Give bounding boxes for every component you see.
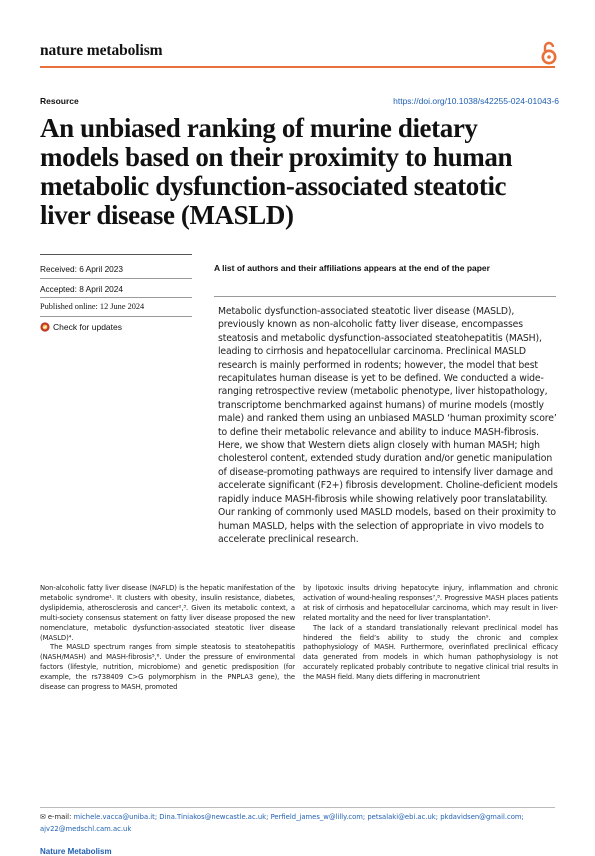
- article-title: An unbiased ranking of murine dietary models based on their proximity to human metabolic dysfunction-associated steatotic liver disease (MASLD): [40, 113, 513, 230]
- received-date: Received: 6 April 2023: [40, 264, 124, 274]
- date-divider: [40, 297, 192, 298]
- journal-header: nature metabolism: [40, 42, 163, 59]
- doi-link[interactable]: https://doi.org/10.1038/s42255-024-01043-6: [393, 96, 559, 106]
- header-rule: [40, 66, 555, 68]
- email-addresses[interactable]: michele.vacca@uniba.it; Dina.Tiniakos@newcastle.ac.uk; Perfield_james_w@lilly.com; petsalaki@ebi.ac.uk; pkdavidsen@gmail.com; ajv22@medschl.cam.ac.uk: [40, 813, 524, 833]
- date-divider: [40, 278, 192, 279]
- published-date: Published online: 12 June 2024: [40, 302, 145, 311]
- mail-icon: ✉: [40, 813, 46, 821]
- body-paragraph: by lipotoxic insults driving hepatocyte injury, inflammation and chronic activation of wound-healing responses⁷,⁸. Progressive MASH places patients at risk of cirrhosis and hepatocellular carcinoma, which may result in liver-related mortality and the need for liver transplantation⁹.: [303, 584, 558, 622]
- footer-journal-name: Nature Metabolism: [40, 847, 112, 856]
- check-for-updates-link[interactable]: [40, 322, 122, 332]
- accepted-date: Accepted: 8 April 2024: [40, 284, 124, 294]
- body-paragraph: The MASLD spectrum ranges from simple steatosis to steatohepatitis (NASH/MASH) and MASH-fibrosis⁵,⁶. Under the pressure of environmental factors (lifestyle, nutrition, microbiome) and genetic predisposition (for example, the rs738409 C>G polymorphism in the PNPLA3 gene), the disease can progress to MASH, promoted: [40, 643, 295, 692]
- email-footnote: [40, 811, 555, 835]
- check-updates-label: Check for updates: [53, 322, 122, 332]
- body-paragraph: The lack of a standard translationally relevant preclinical model has hindered the field’s ability to study the chronic and complex pathophysiology of MASH. Furthermore, overinflated preclinical efficacy data generated from models in which human pathophysiology is not accurately replicated probably contribute to negative clinical trial results in the MASH field. Many diets differing in macronutrient: [303, 623, 558, 682]
- check-updates-icon: [40, 322, 50, 332]
- article-type: Resource: [40, 96, 79, 106]
- authors-note: A list of authors and their affiliations appears at the end of the paper: [214, 263, 490, 273]
- body-paragraph: Non-alcoholic fatty liver disease (NAFLD) is the hepatic manifestation of the metabolic syndrome¹. It clusters with obesity, insulin resistance, diabetes, dyslipidemia, atherosclerosis and cancer²,³. Given its metabolic context, a multi-society consensus statement on fatty liver disease proposed the new nomenclature, metabolic dysfunction-associated steatotic liver disease (MASLD)⁴.: [40, 584, 295, 642]
- abstract: Metabolic dysfunction-associated steatotic liver disease (MASLD), previously known as non-alcoholic fatty liver disease, encompasses steatosis and metabolic dysfunction-associated steatohepatitis (MASH), leading to cirrhosis and hepatocellular carcinoma. Preclinical MASLD research is mainly performed in rodents; however, the model that best recapitulates human disease is yet to be defined. We conducted a wide-ranging retrospective review (metabolic phenotype, liver histopathology, transcriptome benchmarked against humans) of murine models (mostly male) and ranked them using an unbiased MASLD ‘human proximity score’ to define their metabolic relevance and ability to induce MASH-fibrosis. Here, we show that Western diets align closely with human MASH; high cholesterol content, extended study duration and/or genetic manipulation of disease-promoting pathways are required to intensify liver damage and accelerate significant (F2+) fibrosis development. Choline-deficient models rapidly induce MASH-fibrosis while showing relatively poor translatability. Our ranking of commonly used MASLD models, based on their proximity to human MASLD, helps with the selection of appropriate in vivo models to accelerate preclinical research.: [218, 306, 558, 545]
- abstract-rule: [214, 296, 556, 297]
- email-label: e-mail:: [47, 813, 72, 821]
- body-column-right: [303, 584, 558, 683]
- open-access-icon: [540, 40, 558, 66]
- date-divider: [40, 316, 192, 317]
- dates-rule-top: [40, 254, 192, 255]
- footnote-rule: [40, 807, 555, 808]
- body-column-left: [40, 584, 295, 693]
